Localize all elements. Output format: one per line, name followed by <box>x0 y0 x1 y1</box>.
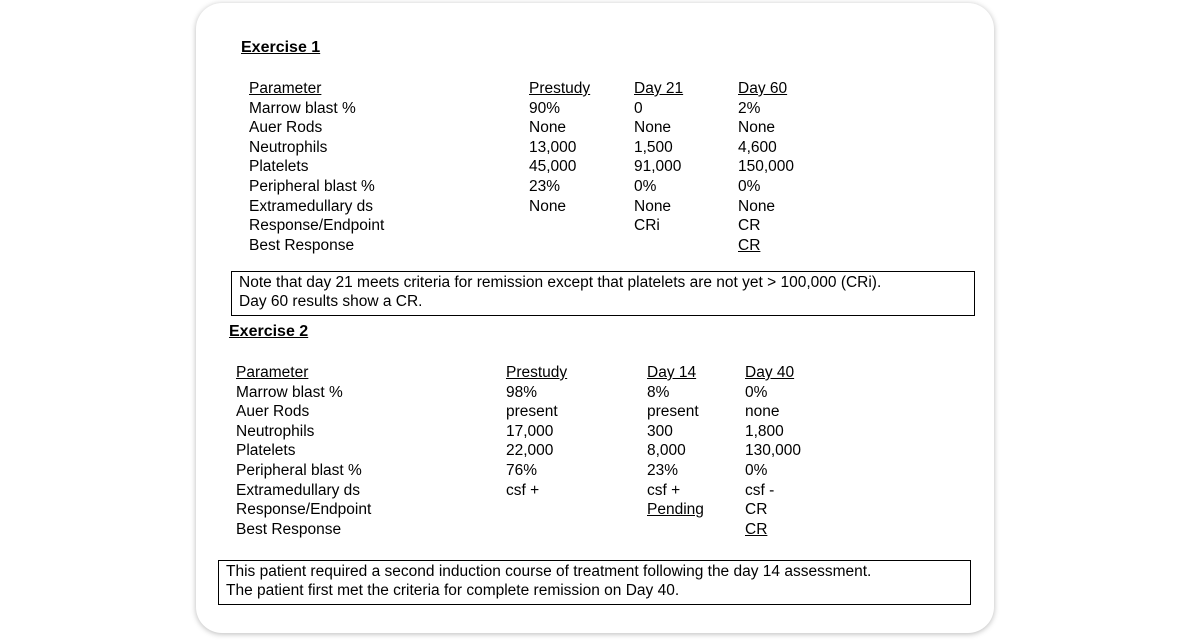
ex1-header-prestudy: Prestudy <box>529 80 591 97</box>
ex1-header-parameter: Parameter <box>249 80 322 97</box>
ex2-param: Platelets <box>236 442 296 460</box>
ex2-parameter-column <box>236 363 371 539</box>
ex2-prestudy-cell: present <box>506 403 558 421</box>
ex1-note-line: Note that day 21 meets criteria for remission except that platelets are not yet > 100,000 (CRi). <box>239 274 882 291</box>
ex2-day40-cell: csf - <box>745 481 775 499</box>
ex2-param: Auer Rods <box>236 403 310 421</box>
ex2-day14-cell: 8% <box>647 383 670 401</box>
ex2-header-day14: Day 14 <box>647 364 697 381</box>
ex2-param: Response/Endpoint <box>236 501 372 519</box>
exercise-2-heading: Exercise 2 <box>229 323 309 340</box>
ex1-header-day21: Day 21 <box>634 80 684 97</box>
ex2-prestudy-column <box>506 363 567 500</box>
ex1-header-day60: Day 60 <box>738 80 788 97</box>
ex1-day21-cell: None <box>634 119 672 137</box>
ex2-param: Extramedullary ds <box>236 481 361 499</box>
ex1-param: Response/Endpoint <box>249 217 385 235</box>
ex1-day60-cell: CR <box>738 217 761 235</box>
ex1-prestudy-cell: 13,000 <box>529 138 577 156</box>
exercise-1-heading: Exercise 1 <box>241 39 321 56</box>
ex2-day40-cell: CR <box>745 501 768 519</box>
ex2-param: Marrow blast % <box>236 383 343 401</box>
ex1-prestudy-cell: None <box>529 119 567 137</box>
document-card <box>196 3 994 633</box>
ex2-day14-column <box>647 363 704 520</box>
ex2-param: Peripheral blast % <box>236 461 362 479</box>
ex2-param: Best Response <box>236 520 342 538</box>
ex2-prestudy-cell: 98% <box>506 383 538 401</box>
ex1-prestudy-column <box>529 79 590 216</box>
ex1-day60-cell: None <box>738 197 776 215</box>
ex1-prestudy-cell: 90% <box>529 99 561 117</box>
ex2-header-prestudy: Prestudy <box>506 364 568 381</box>
ex2-prestudy-cell: 76% <box>506 461 538 479</box>
ex2-day14-pending: Pending <box>647 501 704 519</box>
ex2-day14-cell: present <box>647 403 699 421</box>
ex1-prestudy-cell: None <box>529 197 567 215</box>
ex1-param: Peripheral blast % <box>249 177 375 195</box>
ex1-parameter-column <box>249 79 384 255</box>
ex2-prestudy-cell: 17,000 <box>506 422 554 440</box>
ex1-day21-cell: 1,500 <box>634 138 673 156</box>
ex1-day60-cell: 0% <box>738 177 761 195</box>
ex1-day21-cell: 0 <box>634 99 643 117</box>
ex1-note-box <box>231 271 975 316</box>
ex1-day21-cell: None <box>634 197 672 215</box>
ex1-day60-cell: 4,600 <box>738 138 777 156</box>
ex2-note-box <box>218 560 971 605</box>
ex2-prestudy-cell: csf + <box>506 481 540 499</box>
ex2-day40-cell: 1,800 <box>745 422 784 440</box>
ex1-param: Auer Rods <box>249 119 323 137</box>
ex1-day21-cell: 0% <box>634 177 657 195</box>
ex2-header-parameter: Parameter <box>236 364 309 381</box>
ex1-day21-cell: CRi <box>634 217 660 235</box>
ex1-day60-best-response: CR <box>738 236 761 254</box>
ex2-day40-cell: 0% <box>745 383 768 401</box>
ex1-day60-cell: 150,000 <box>738 158 795 176</box>
ex1-day60-cell: 2% <box>738 99 761 117</box>
ex1-param: Extramedullary ds <box>249 197 374 215</box>
ex2-day40-cell: 130,000 <box>745 442 802 460</box>
ex2-day40-cell: none <box>745 403 780 421</box>
ex1-day60-column <box>738 79 794 255</box>
ex1-param: Neutrophils <box>249 138 328 156</box>
ex2-param: Neutrophils <box>236 422 315 440</box>
ex2-prestudy-cell: 22,000 <box>506 442 554 460</box>
ex2-day14-cell: csf + <box>647 481 681 499</box>
ex1-prestudy-cell: 23% <box>529 177 561 195</box>
ex2-day40-column <box>745 363 801 539</box>
ex2-day40-best-response: CR <box>745 520 768 538</box>
ex1-param: Best Response <box>249 236 355 254</box>
ex1-param: Marrow blast % <box>249 99 356 117</box>
ex1-param: Platelets <box>249 158 309 176</box>
ex2-header-day40: Day 40 <box>745 364 795 381</box>
ex1-day21-cell: 91,000 <box>634 158 682 176</box>
ex2-note-line: This patient required a second induction course of treatment following the day 14 assessment. <box>226 563 872 580</box>
ex2-day14-cell: 300 <box>647 422 673 440</box>
ex2-note-line: The patient first met the criteria for complete remission on Day 40. <box>226 582 680 599</box>
ex2-day14-cell: 8,000 <box>647 442 686 460</box>
ex2-day40-cell: 0% <box>745 461 768 479</box>
ex1-prestudy-cell: 45,000 <box>529 158 577 176</box>
ex1-day60-cell: None <box>738 119 776 137</box>
ex2-day14-cell: 23% <box>647 461 679 479</box>
ex1-note-line: Day 60 results show a CR. <box>239 293 423 310</box>
ex1-day21-column <box>634 79 683 236</box>
